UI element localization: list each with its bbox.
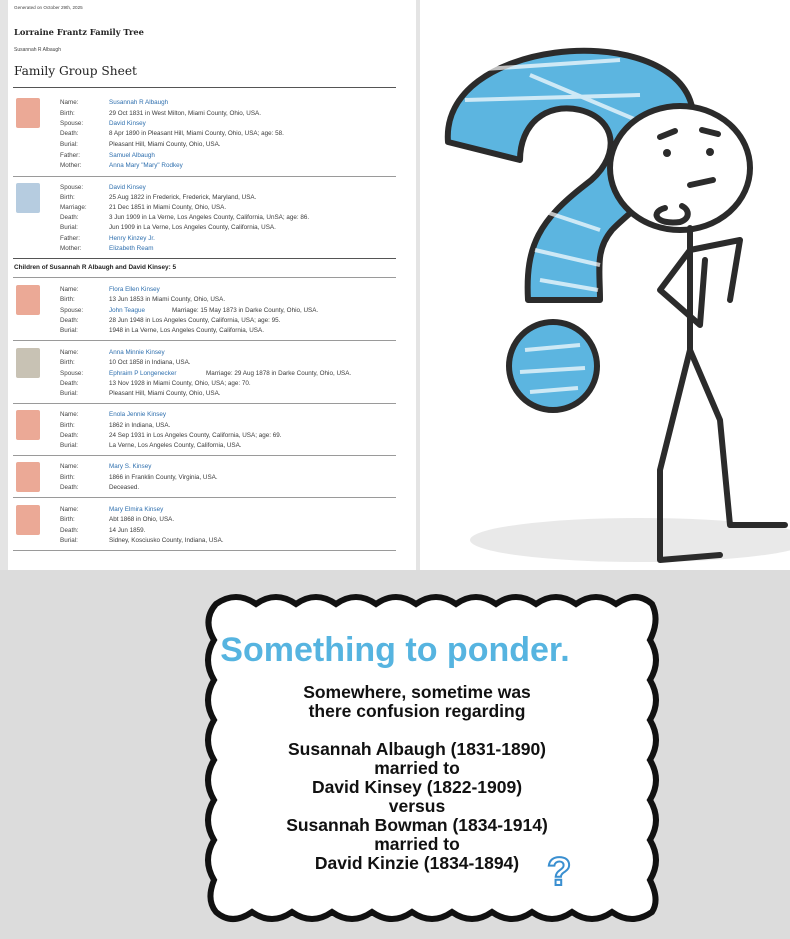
divider [13, 340, 396, 341]
father-link[interactable]: Henry Kinzey Jr. [109, 235, 155, 242]
label: Name: [60, 411, 79, 418]
marriage-value: Marriage: 15 May 1873 in Darke County, Ohio, USA. [172, 307, 319, 314]
label: Burial: [60, 224, 78, 231]
burial-value: Sidney, Kosciusko County, Indiana, USA. [109, 537, 224, 544]
label: Birth: [60, 516, 75, 523]
label: Death: [60, 432, 79, 439]
generated-date: Generated on October 29th, 2025 [14, 5, 83, 10]
ponder-line: there confusion regarding [308, 701, 526, 721]
ponder-line: married to [374, 834, 460, 854]
ponder-line: married to [374, 758, 460, 778]
label: Burial: [60, 327, 78, 334]
burial-value: 1948 in La Verne, Los Angeles County, California, USA. [109, 327, 264, 334]
spouse-link[interactable]: Ephraim P Longenecker [109, 370, 177, 377]
label: Burial: [60, 442, 78, 449]
female-avatar-icon [16, 410, 40, 440]
divider [13, 455, 396, 456]
burial-value: Jun 1909 in La Verne, Los Angeles County, California, USA. [109, 224, 276, 231]
sheet-title: Family Group Sheet [14, 64, 137, 78]
label: Mother: [60, 245, 82, 252]
birth-value: 1866 in Franklin County, Virginia, USA. [109, 474, 218, 481]
question-mark-icon: ? [547, 850, 572, 894]
male-avatar-icon [16, 183, 40, 213]
female-avatar-icon [16, 98, 40, 128]
birth-value: 1862 in Indiana, USA. [109, 422, 171, 429]
label: Death: [60, 130, 79, 137]
label: Name: [60, 506, 79, 513]
mother-link[interactable]: Anna Mary "Mary" Rodkey [109, 162, 183, 169]
label: Father: [60, 152, 80, 159]
divider [13, 550, 396, 551]
female-avatar-icon [16, 285, 40, 315]
birth-value: 25 Aug 1822 in Frederick, Frederick, Maryland, USA. [109, 194, 257, 201]
label: Birth: [60, 110, 75, 117]
female-avatar-icon [16, 462, 40, 492]
label: Spouse: [60, 370, 84, 377]
label: Birth: [60, 359, 75, 366]
label: Name: [60, 463, 79, 470]
divider [13, 403, 396, 404]
ponder-line: David Kinzie (1834-1894) [314, 853, 520, 873]
burial-value: Pleasant Hill, Miami County, Ohio, USA. [109, 390, 221, 397]
death-value: 8 Apr 1890 in Pleasant Hill, Miami County, Ohio, USA; age: 58. [109, 130, 284, 137]
death-value: 14 Jun 1859. [109, 527, 146, 534]
ponder-line: David Kinsey (1822-1909) [311, 777, 523, 797]
label: Burial: [60, 390, 78, 397]
label: Father: [60, 235, 80, 242]
death-value: 24 Sep 1931 in Los Angeles County, California, USA; age: 69. [109, 432, 282, 439]
divider [13, 87, 396, 88]
label: Death: [60, 317, 79, 324]
burial-value: La Verne, Los Angeles County, California, USA. [109, 442, 242, 449]
divider [13, 258, 396, 259]
label: Death: [60, 380, 79, 387]
tree-title: Lorraine Frantz Family Tree [14, 27, 144, 37]
child-name-link[interactable]: Mary Elmira Kinsey [109, 506, 164, 513]
ponder-line: versus [388, 796, 446, 816]
female-avatar-icon [16, 505, 40, 535]
divider [13, 497, 396, 498]
child-name-link[interactable]: Enola Jennie Kinsey [109, 411, 167, 418]
label: Birth: [60, 296, 75, 303]
spouse-link[interactable]: David Kinsey [109, 120, 146, 127]
portrait-photo [16, 348, 40, 378]
ponder-line: Somewhere, sometime was [303, 682, 531, 702]
label: Spouse: [60, 120, 84, 127]
label: Name: [60, 286, 79, 293]
child-name-link[interactable]: Flora Ellen Kinsey [109, 286, 160, 293]
subject-name: Susannah R Albaugh [14, 47, 61, 53]
label: Burial: [60, 141, 78, 148]
label: Spouse: [60, 307, 84, 314]
child-name-link[interactable]: Anna Minnie Kinsey [109, 349, 165, 356]
ponder-title: Something to ponder. [220, 631, 570, 669]
ponder-line: Susannah Albaugh (1831-1890) [287, 739, 547, 759]
label: Death: [60, 527, 79, 534]
children-heading: Children of Susannah R Albaugh and David Kinsey: 5 [14, 264, 177, 271]
death-value: 28 Jun 1948 in Los Angeles County, California, USA; age: 95. [109, 317, 281, 324]
marriage-value: Marriage: 29 Aug 1878 in Darke County, Ohio, USA. [206, 370, 352, 377]
label: Spouse: [60, 184, 84, 191]
label: Death: [60, 484, 79, 491]
mother-link[interactable]: Elizabeth Ream [109, 245, 154, 252]
spacer [222, 721, 612, 740]
death-value: Deceased. [109, 484, 140, 491]
birth-value: Abt 1868 in Ohio, USA. [109, 516, 175, 523]
birth-value: 13 Jun 1853 in Miami County, Ohio, USA. [109, 296, 226, 303]
label: Burial: [60, 537, 78, 544]
label: Birth: [60, 422, 75, 429]
label: Mother: [60, 162, 82, 169]
marriage-value: 21 Dec 1851 in Miami County, Ohio, USA. [109, 204, 227, 211]
label: Birth: [60, 474, 75, 481]
divider [13, 176, 396, 177]
divider [13, 277, 396, 278]
ponder-body [222, 683, 612, 873]
ponder-line: Susannah Bowman (1834-1914) [286, 815, 548, 835]
person-name-link[interactable]: Susannah R Albaugh [109, 99, 169, 106]
label: Death: [60, 214, 79, 221]
spouse-link[interactable]: John Teague [109, 307, 145, 314]
death-value: 3 Jun 1909 in La Verne, Los Angeles County, California, UnSA; age: 86. [109, 214, 310, 221]
death-value: 13 Nov 1928 in Miami County, Ohio, USA; age: 70. [109, 380, 251, 387]
father-link[interactable]: Samuel Albaugh [109, 152, 155, 159]
spouse-link[interactable]: David Kinsey [109, 184, 146, 191]
question-dot [509, 322, 597, 410]
label: Name: [60, 99, 79, 106]
label: Name: [60, 349, 79, 356]
birth-value: 29 Oct 1831 in West Milton, Miami County, Ohio, USA. [109, 110, 262, 117]
burial-value: Pleasant Hill, Miami County, Ohio, USA. [109, 141, 221, 148]
child-name-link[interactable]: Mary S. Kinsey [109, 463, 152, 470]
label: Marriage: [60, 204, 87, 211]
label: Birth: [60, 194, 75, 201]
birth-value: 10 Oct 1858 in Indiana, USA. [109, 359, 191, 366]
